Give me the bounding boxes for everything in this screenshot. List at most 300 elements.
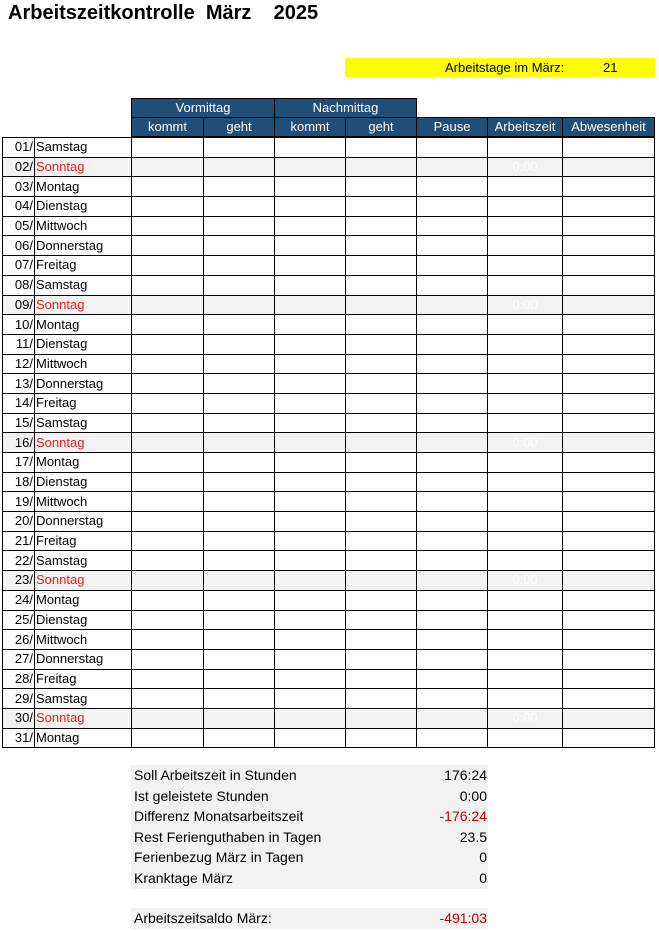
worktime-cell[interactable] <box>488 492 563 512</box>
absence-cell[interactable] <box>563 590 655 610</box>
absence-cell[interactable] <box>563 236 655 256</box>
weekday: Sonntag <box>35 571 132 591</box>
pause-cell[interactable] <box>417 413 488 433</box>
worktime-cell[interactable] <box>488 334 563 354</box>
pause-cell[interactable] <box>417 728 488 748</box>
summary-row <box>131 786 488 807</box>
afternoon-out-cell[interactable] <box>346 453 417 473</box>
day-number: 30/ <box>3 708 35 728</box>
absence-cell[interactable] <box>563 492 655 512</box>
worktime-cell[interactable] <box>488 512 563 532</box>
weekday: Montag <box>35 728 132 748</box>
col-morning-out: geht <box>203 117 275 137</box>
afternoon-out-cell[interactable] <box>346 295 417 315</box>
morning-in-cell[interactable] <box>132 315 204 335</box>
pause-cell[interactable] <box>417 453 488 473</box>
morning-out-cell[interactable] <box>204 393 275 413</box>
afternoon-out-cell[interactable] <box>346 531 417 551</box>
absence-cell[interactable] <box>563 275 655 295</box>
col-afternoon-in: kommt <box>274 117 346 137</box>
morning-out-cell[interactable] <box>204 138 275 158</box>
pause-cell[interactable] <box>417 216 488 236</box>
pause-cell[interactable] <box>417 433 488 453</box>
morning-in-cell[interactable] <box>132 492 204 512</box>
day-number: 31/ <box>3 728 35 748</box>
col-morning-in: kommt <box>131 117 204 137</box>
morning-in-cell[interactable] <box>132 708 204 728</box>
table-row <box>3 236 655 256</box>
day-number: 28/ <box>3 669 35 689</box>
pause-cell[interactable] <box>417 197 488 217</box>
morning-in-cell[interactable] <box>132 275 204 295</box>
afternoon-out-cell[interactable] <box>346 669 417 689</box>
morning-in-cell[interactable] <box>132 334 204 354</box>
morning-in-cell[interactable] <box>132 256 204 276</box>
workdays-summary <box>345 58 655 77</box>
afternoon-in-cell[interactable] <box>275 649 346 669</box>
afternoon-out-cell[interactable] <box>346 571 417 591</box>
morning-in-cell[interactable] <box>132 157 204 177</box>
morning-out-cell[interactable] <box>204 177 275 197</box>
afternoon-out-cell[interactable] <box>346 275 417 295</box>
morning-out-cell[interactable] <box>204 531 275 551</box>
absence-cell[interactable] <box>563 531 655 551</box>
weekday: Mittwoch <box>35 216 132 236</box>
morning-out-cell[interactable] <box>204 610 275 630</box>
afternoon-in-cell[interactable] <box>275 138 346 158</box>
worktime-cell[interactable] <box>488 393 563 413</box>
absence-cell[interactable] <box>563 571 655 591</box>
day-number: 15/ <box>3 413 35 433</box>
morning-in-cell[interactable] <box>132 689 204 709</box>
afternoon-in-cell[interactable] <box>275 453 346 473</box>
day-number: 29/ <box>3 689 35 709</box>
pause-cell[interactable] <box>417 354 488 374</box>
afternoon-in-cell[interactable] <box>275 472 346 492</box>
morning-out-cell[interactable] <box>204 492 275 512</box>
morning-out-cell[interactable] <box>204 236 275 256</box>
weekday: Montag <box>35 177 132 197</box>
morning-in-cell[interactable] <box>132 610 204 630</box>
weekday: Samstag <box>35 551 132 571</box>
morning-out-cell[interactable] <box>204 708 275 728</box>
afternoon-out-cell[interactable] <box>346 689 417 709</box>
table-row <box>3 512 655 532</box>
worktime-cell[interactable] <box>488 728 563 748</box>
absence-cell[interactable] <box>563 689 655 709</box>
absence-cell[interactable] <box>563 649 655 669</box>
day-number: 14/ <box>3 393 35 413</box>
worktime-cell[interactable]: 0:00 <box>488 708 563 728</box>
header-morning: Vormittag <box>131 98 275 118</box>
morning-out-cell[interactable] <box>204 275 275 295</box>
morning-out-cell[interactable] <box>204 512 275 532</box>
morning-in-cell[interactable] <box>132 472 204 492</box>
absence-cell[interactable] <box>563 374 655 394</box>
weekday: Montag <box>35 453 132 473</box>
afternoon-in-cell[interactable] <box>275 708 346 728</box>
pause-cell[interactable] <box>417 315 488 335</box>
afternoon-out-cell[interactable] <box>346 177 417 197</box>
morning-in-cell[interactable] <box>132 216 204 236</box>
afternoon-in-cell[interactable] <box>275 413 346 433</box>
pause-cell[interactable] <box>417 492 488 512</box>
col-pause: Pause <box>416 117 488 137</box>
pause-cell[interactable] <box>417 157 488 177</box>
worktime-cell[interactable]: 0:00 <box>488 571 563 591</box>
afternoon-in-cell[interactable] <box>275 531 346 551</box>
pause-cell[interactable] <box>417 689 488 709</box>
day-number: 10/ <box>3 315 35 335</box>
afternoon-out-cell[interactable] <box>346 649 417 669</box>
summary-label: Kranktage März <box>134 869 233 886</box>
weekday: Donnerstag <box>35 649 132 669</box>
morning-out-cell[interactable] <box>204 669 275 689</box>
morning-out-cell[interactable] <box>204 689 275 709</box>
morning-in-cell[interactable] <box>132 177 204 197</box>
morning-in-cell[interactable] <box>132 295 204 315</box>
table-row <box>3 531 655 551</box>
day-number: 25/ <box>3 610 35 630</box>
afternoon-in-cell[interactable] <box>275 728 346 748</box>
summary-row <box>131 868 488 889</box>
afternoon-out-cell[interactable] <box>346 512 417 532</box>
pause-cell[interactable] <box>417 630 488 650</box>
absence-cell[interactable] <box>563 413 655 433</box>
pause-cell[interactable] <box>417 669 488 689</box>
morning-in-cell[interactable] <box>132 354 204 374</box>
worktime-cell[interactable]: 0:00 <box>488 295 563 315</box>
weekday: Montag <box>35 590 132 610</box>
worktime-cell[interactable] <box>488 197 563 217</box>
day-number: 06/ <box>3 236 35 256</box>
afternoon-out-cell[interactable] <box>346 374 417 394</box>
table-row <box>3 472 655 492</box>
pause-cell[interactable] <box>417 610 488 630</box>
afternoon-in-cell[interactable] <box>275 512 346 532</box>
weekday: Mittwoch <box>35 354 132 374</box>
pause-cell[interactable] <box>417 275 488 295</box>
absence-cell[interactable] <box>563 315 655 335</box>
morning-out-cell[interactable] <box>204 649 275 669</box>
saldo-row <box>131 908 488 929</box>
saldo-label: Arbeitszeitsaldo März: <box>134 910 272 926</box>
afternoon-out-cell[interactable] <box>346 157 417 177</box>
afternoon-out-cell[interactable] <box>346 334 417 354</box>
pause-cell[interactable] <box>417 334 488 354</box>
afternoon-out-cell[interactable] <box>346 433 417 453</box>
table-row <box>3 649 655 669</box>
worktime-cell[interactable] <box>488 413 563 433</box>
day-number: 13/ <box>3 374 35 394</box>
worktime-cell[interactable] <box>488 275 563 295</box>
afternoon-in-cell[interactable] <box>275 590 346 610</box>
absence-cell[interactable] <box>563 295 655 315</box>
table-row <box>3 354 655 374</box>
morning-in-cell[interactable] <box>132 138 204 158</box>
worktime-cell[interactable] <box>488 315 563 335</box>
afternoon-in-cell[interactable] <box>275 315 346 335</box>
absence-cell[interactable] <box>563 669 655 689</box>
table-row <box>3 157 655 177</box>
afternoon-in-cell[interactable] <box>275 157 346 177</box>
table-row <box>3 393 655 413</box>
worktime-cell[interactable] <box>488 216 563 236</box>
weekday: Sonntag <box>35 295 132 315</box>
afternoon-out-cell[interactable] <box>346 551 417 571</box>
morning-out-cell[interactable] <box>204 590 275 610</box>
pause-cell[interactable] <box>417 472 488 492</box>
absence-cell[interactable] <box>563 728 655 748</box>
afternoon-in-cell[interactable] <box>275 354 346 374</box>
table-row <box>3 138 655 158</box>
morning-out-cell[interactable] <box>204 216 275 236</box>
summary-label: Rest Ferienguthaben in Tagen <box>134 828 322 845</box>
afternoon-out-cell[interactable] <box>346 492 417 512</box>
morning-in-cell[interactable] <box>132 374 204 394</box>
absence-cell[interactable] <box>563 551 655 571</box>
day-number: 02/ <box>3 157 35 177</box>
day-number: 16/ <box>3 433 35 453</box>
weekday: Freitag <box>35 531 132 551</box>
morning-out-cell[interactable] <box>204 374 275 394</box>
worktime-cell[interactable] <box>488 177 563 197</box>
summary-row <box>131 847 488 868</box>
weekday: Sonntag <box>35 433 132 453</box>
summary-label: Ist geleistete Stunden <box>134 787 269 804</box>
morning-out-cell[interactable] <box>204 334 275 354</box>
afternoon-out-cell[interactable] <box>346 354 417 374</box>
morning-in-cell[interactable] <box>132 630 204 650</box>
header-afternoon: Nachmittag <box>274 98 417 118</box>
day-number: 08/ <box>3 275 35 295</box>
morning-out-cell[interactable] <box>204 354 275 374</box>
morning-in-cell[interactable] <box>132 571 204 591</box>
afternoon-in-cell[interactable] <box>275 630 346 650</box>
pause-cell[interactable] <box>417 551 488 571</box>
afternoon-in-cell[interactable] <box>275 216 346 236</box>
pause-cell[interactable] <box>417 138 488 158</box>
day-number: 01/ <box>3 138 35 158</box>
morning-in-cell[interactable] <box>132 669 204 689</box>
morning-in-cell[interactable] <box>132 590 204 610</box>
summary-value: 0 <box>479 849 487 866</box>
morning-in-cell[interactable] <box>132 433 204 453</box>
afternoon-out-cell[interactable] <box>346 708 417 728</box>
absence-cell[interactable] <box>563 393 655 413</box>
day-number: 26/ <box>3 630 35 650</box>
morning-in-cell[interactable] <box>132 512 204 532</box>
afternoon-in-cell[interactable] <box>275 551 346 571</box>
pause-cell[interactable] <box>417 374 488 394</box>
pause-cell[interactable] <box>417 295 488 315</box>
weekday: Freitag <box>35 669 132 689</box>
morning-out-cell[interactable] <box>204 728 275 748</box>
worktime-cell[interactable] <box>488 472 563 492</box>
morning-out-cell[interactable] <box>204 571 275 591</box>
worktime-cell[interactable] <box>488 236 563 256</box>
afternoon-in-cell[interactable] <box>275 256 346 276</box>
summary-label: Differenz Monatsarbeitszeit <box>134 808 304 825</box>
afternoon-in-cell[interactable] <box>275 236 346 256</box>
absence-cell[interactable] <box>563 433 655 453</box>
weekday: Sonntag <box>35 708 132 728</box>
afternoon-out-cell[interactable] <box>346 393 417 413</box>
morning-out-cell[interactable] <box>204 197 275 217</box>
day-number: 19/ <box>3 492 35 512</box>
worktime-cell[interactable] <box>488 630 563 650</box>
table-row <box>3 492 655 512</box>
morning-out-cell[interactable] <box>204 472 275 492</box>
afternoon-in-cell[interactable] <box>275 669 346 689</box>
worktime-cell[interactable] <box>488 689 563 709</box>
morning-out-cell[interactable] <box>204 295 275 315</box>
absence-cell[interactable] <box>563 334 655 354</box>
pause-cell[interactable] <box>417 177 488 197</box>
weekday: Samstag <box>35 689 132 709</box>
worktime-cell[interactable] <box>488 590 563 610</box>
morning-out-cell[interactable] <box>204 256 275 276</box>
pause-cell[interactable] <box>417 571 488 591</box>
table-row <box>3 708 655 728</box>
weekday: Donnerstag <box>35 374 132 394</box>
pause-cell[interactable] <box>417 590 488 610</box>
morning-out-cell[interactable] <box>204 413 275 433</box>
table-row <box>3 689 655 709</box>
weekday: Montag <box>35 315 132 335</box>
worktime-cell[interactable] <box>488 374 563 394</box>
morning-out-cell[interactable] <box>204 630 275 650</box>
afternoon-out-cell[interactable] <box>346 610 417 630</box>
morning-in-cell[interactable] <box>132 453 204 473</box>
absence-cell[interactable] <box>563 630 655 650</box>
day-number: 23/ <box>3 571 35 591</box>
worktime-cell[interactable] <box>488 649 563 669</box>
summary-row <box>131 765 488 786</box>
afternoon-in-cell[interactable] <box>275 197 346 217</box>
morning-out-cell[interactable] <box>204 315 275 335</box>
table-row <box>3 453 655 473</box>
worktime-cell[interactable] <box>488 531 563 551</box>
afternoon-in-cell[interactable] <box>275 571 346 591</box>
absence-cell[interactable] <box>563 708 655 728</box>
pause-cell[interactable] <box>417 531 488 551</box>
afternoon-in-cell[interactable] <box>275 334 346 354</box>
afternoon-out-cell[interactable] <box>346 256 417 276</box>
afternoon-out-cell[interactable] <box>346 315 417 335</box>
afternoon-in-cell[interactable] <box>275 393 346 413</box>
afternoon-in-cell[interactable] <box>275 374 346 394</box>
morning-out-cell[interactable] <box>204 551 275 571</box>
weekday: Samstag <box>35 275 132 295</box>
worktime-cell[interactable]: 0:00 <box>488 157 563 177</box>
weekday: Sonntag <box>35 157 132 177</box>
morning-in-cell[interactable] <box>132 551 204 571</box>
day-number: 12/ <box>3 354 35 374</box>
weekday: Dienstag <box>35 472 132 492</box>
afternoon-out-cell[interactable] <box>346 728 417 748</box>
col-absence: Abwesenheit <box>562 117 655 137</box>
morning-in-cell[interactable] <box>132 649 204 669</box>
table-row <box>3 551 655 571</box>
pause-cell[interactable] <box>417 236 488 256</box>
worktime-cell[interactable] <box>488 354 563 374</box>
weekday: Freitag <box>35 256 132 276</box>
absence-cell[interactable] <box>563 354 655 374</box>
pause-cell[interactable] <box>417 649 488 669</box>
absence-cell[interactable] <box>563 472 655 492</box>
weekday: Samstag <box>35 138 132 158</box>
absence-cell[interactable] <box>563 453 655 473</box>
absence-cell[interactable] <box>563 157 655 177</box>
afternoon-in-cell[interactable] <box>275 295 346 315</box>
col-afternoon-out: geht <box>345 117 417 137</box>
pause-cell[interactable] <box>417 393 488 413</box>
afternoon-out-cell[interactable] <box>346 138 417 158</box>
worktime-cell[interactable] <box>488 669 563 689</box>
weekday: Mittwoch <box>35 492 132 512</box>
worktime-cell[interactable] <box>488 138 563 158</box>
absence-cell[interactable] <box>563 138 655 158</box>
worktime-cell[interactable] <box>488 453 563 473</box>
afternoon-out-cell[interactable] <box>346 197 417 217</box>
pause-cell[interactable] <box>417 512 488 532</box>
afternoon-out-cell[interactable] <box>346 216 417 236</box>
afternoon-out-cell[interactable] <box>346 236 417 256</box>
afternoon-in-cell[interactable] <box>275 689 346 709</box>
weekday: Dienstag <box>35 610 132 630</box>
afternoon-in-cell[interactable] <box>275 492 346 512</box>
morning-out-cell[interactable] <box>204 433 275 453</box>
morning-in-cell[interactable] <box>132 413 204 433</box>
worktime-cell[interactable] <box>488 551 563 571</box>
morning-in-cell[interactable] <box>132 236 204 256</box>
afternoon-in-cell[interactable] <box>275 610 346 630</box>
morning-in-cell[interactable] <box>132 197 204 217</box>
worktime-cell[interactable] <box>488 610 563 630</box>
morning-in-cell[interactable] <box>132 393 204 413</box>
pause-cell[interactable] <box>417 256 488 276</box>
day-number: 18/ <box>3 472 35 492</box>
summary-row <box>131 806 488 827</box>
day-number: 21/ <box>3 531 35 551</box>
afternoon-out-cell[interactable] <box>346 630 417 650</box>
absence-cell[interactable] <box>563 610 655 630</box>
absence-cell[interactable] <box>563 216 655 236</box>
afternoon-out-cell[interactable] <box>346 472 417 492</box>
absence-cell[interactable] <box>563 177 655 197</box>
worktime-cell[interactable]: 0:00 <box>488 433 563 453</box>
afternoon-in-cell[interactable] <box>275 177 346 197</box>
morning-in-cell[interactable] <box>132 728 204 748</box>
afternoon-out-cell[interactable] <box>346 590 417 610</box>
morning-out-cell[interactable] <box>204 157 275 177</box>
afternoon-in-cell[interactable] <box>275 433 346 453</box>
table-row <box>3 413 655 433</box>
absence-cell[interactable] <box>563 256 655 276</box>
afternoon-out-cell[interactable] <box>346 413 417 433</box>
morning-in-cell[interactable] <box>132 531 204 551</box>
worktime-cell[interactable] <box>488 256 563 276</box>
absence-cell[interactable] <box>563 197 655 217</box>
morning-out-cell[interactable] <box>204 453 275 473</box>
day-number: 04/ <box>3 197 35 217</box>
absence-cell[interactable] <box>563 512 655 532</box>
afternoon-in-cell[interactable] <box>275 275 346 295</box>
weekday: Dienstag <box>35 197 132 217</box>
summary-row <box>131 827 488 848</box>
pause-cell[interactable] <box>417 708 488 728</box>
